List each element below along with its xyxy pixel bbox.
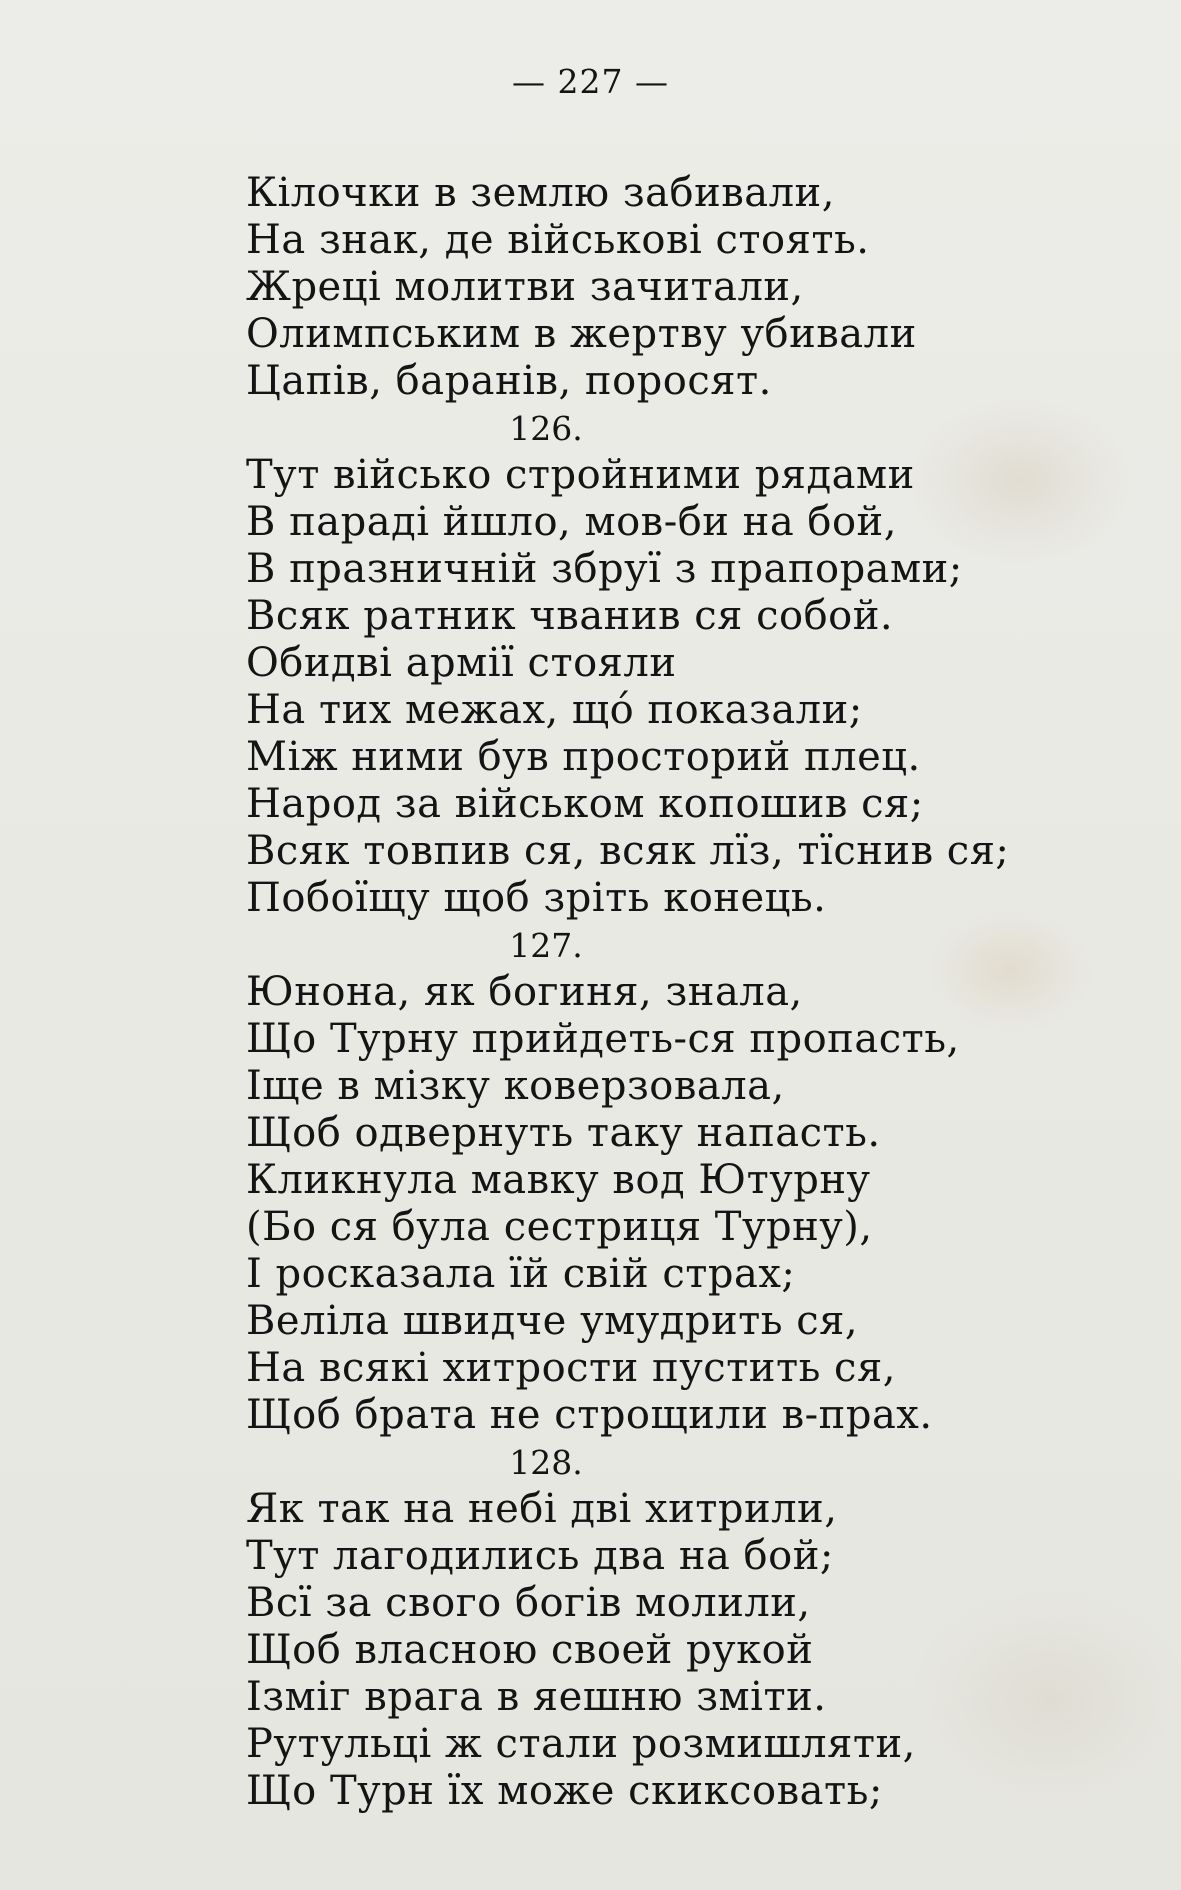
stanza-number: 128. bbox=[509, 1443, 583, 1482]
verse-line: Юнона, як богиня, знала, bbox=[246, 969, 803, 1015]
stanza-continuation bbox=[246, 170, 1066, 405]
verse-line: Щоб брата не строщили в-прах. bbox=[246, 1392, 933, 1438]
verse-line: Всяк ратник чванив ся собой. bbox=[246, 593, 894, 639]
verse-line: Тут військо стройними рядами bbox=[246, 452, 915, 498]
verse-line: Всяк товпив ся, всяк лїз, тїснив ся; bbox=[246, 828, 1010, 874]
verse-line: Веліла швидче умудрить ся, bbox=[246, 1298, 859, 1344]
verse-line: На знак, де військові стоять. bbox=[246, 217, 870, 263]
verse-line: Всї за свого богів молили, bbox=[246, 1580, 811, 1626]
page-number: — 227 — bbox=[512, 62, 669, 101]
verse-line: Ізміг врага в яешню зміти. bbox=[246, 1674, 827, 1720]
verse-line: Тут лагодились два на бой; bbox=[246, 1533, 834, 1579]
verse-line: І росказала їй свій страх; bbox=[246, 1251, 796, 1297]
verse-line: Щоб власною своей рукой bbox=[246, 1627, 814, 1673]
verse-line: Щоб одвернуть таку напасть. bbox=[246, 1110, 881, 1156]
stanza-126 bbox=[246, 405, 1066, 922]
verse-line: В параді йшло, мов-би на бой, bbox=[246, 499, 897, 545]
verse-line: Народ за військом копошив ся; bbox=[246, 781, 924, 827]
verse-line: Що Турну прийдеть-ся пропасть, bbox=[246, 1016, 960, 1062]
verse-line: На тих межах, що́ показали; bbox=[246, 687, 863, 733]
stanza-127 bbox=[246, 922, 1066, 1439]
stanza-number: 126. bbox=[509, 409, 583, 448]
poem-text bbox=[246, 170, 1066, 1815]
verse-line: Олимпським в жертву убивали bbox=[246, 311, 917, 357]
verse-line: Що Турн їх може скиксовать; bbox=[246, 1768, 883, 1814]
stanza-128 bbox=[246, 1439, 1066, 1815]
verse-line: (Бо ся була сестриця Турну), bbox=[246, 1204, 873, 1250]
verse-line: Як так на небі дві хитрили, bbox=[246, 1486, 838, 1532]
stanza-number: 127. bbox=[509, 926, 583, 965]
verse-line: На всякі хитрости пустить ся, bbox=[246, 1345, 896, 1391]
verse-line: Обидві армії стояли bbox=[246, 640, 677, 686]
verse-line: В празничній збруї з прапорами; bbox=[246, 546, 963, 592]
verse-line: Іще в мізку коверзовала, bbox=[246, 1063, 785, 1109]
verse-line: Побоїщу щоб зріть конець. bbox=[246, 875, 827, 921]
verse-line: Цапів, баранів, поросят. bbox=[246, 358, 772, 404]
verse-line: Кликнула мавку вод Ютурну bbox=[246, 1157, 871, 1203]
verse-line: Між ними був просторий плец. bbox=[246, 734, 921, 780]
verse-line: Жреці молитви зачитали, bbox=[246, 264, 804, 310]
verse-line: Рутульці ж стали розмишляти, bbox=[246, 1721, 916, 1767]
verse-line: Кілочки в землю забивали, bbox=[246, 170, 835, 216]
